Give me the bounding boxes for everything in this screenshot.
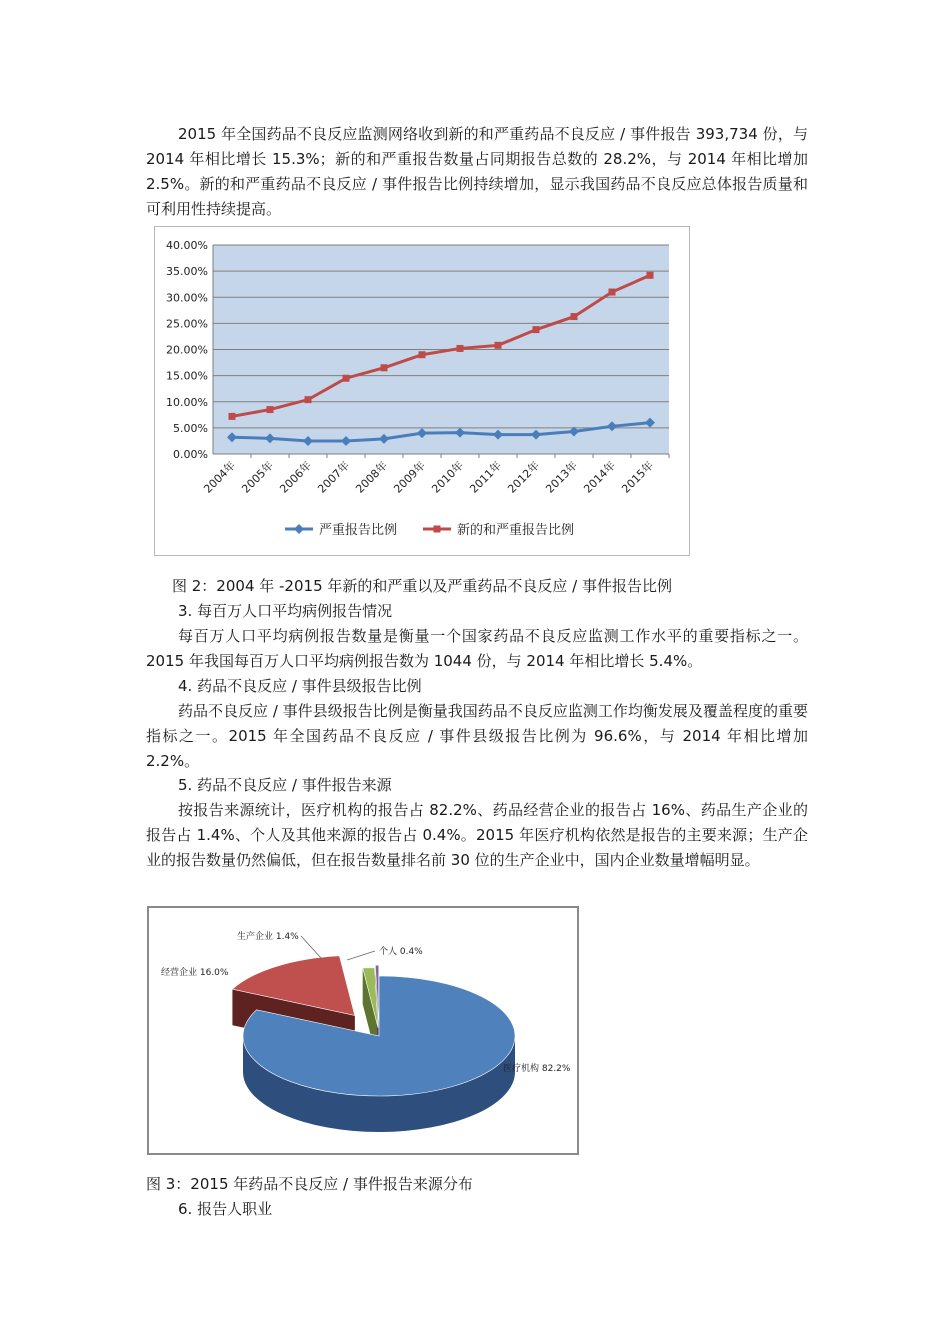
pie-chart-frame: [147, 906, 579, 1155]
legend-marker: [434, 526, 441, 533]
intro-paragraph: 2015 年全国药品不良反应监测网络收到新的和严重药品不良反应 / 事件报告 393,734 份，与 2014 年相比增长 15.3%；新的和严重报告数量占同期报告总数的 28.2%，与 2014 年相比增加 2.5%。新的和严重药品不良反应 / 事件报告比例持续增加，显示我国药品不良反应总体报告质量和可利用性持续提高。: [146, 125, 808, 218]
figure-2-caption: 图 2：2004 年 -2015 年新的和严重以及严重药品不良反应 / 事件报告比例: [172, 577, 672, 595]
data-point: [267, 406, 274, 413]
x-tick-label: 2006年: [277, 458, 315, 496]
x-tick-label: 2010年: [429, 458, 467, 496]
x-tick-label: 2007年: [315, 458, 353, 496]
x-tick-label: 2015年: [619, 458, 657, 496]
legend-label: 新的和严重报告比例: [457, 523, 575, 538]
pie-label: 经营企业 16.0%: [161, 968, 229, 978]
legend-marker: [294, 524, 304, 534]
x-tick-label: 2011年: [467, 458, 505, 496]
data-point: [533, 326, 540, 333]
y-tick-label: 20.00%: [166, 343, 208, 357]
section-5-heading: 5. 药品不良反应 / 事件报告来源: [178, 776, 392, 794]
data-point: [343, 375, 350, 382]
leader-line: [301, 936, 321, 958]
x-tick-label: 2004年: [201, 458, 239, 496]
pie-label: 个人 0.4%: [379, 947, 423, 957]
x-tick-label: 2005年: [239, 458, 277, 496]
y-tick-label: 25.00%: [166, 317, 208, 331]
pie-label: 医疗机构 82.2%: [503, 1064, 571, 1074]
x-tick-label: 2008年: [353, 458, 391, 496]
data-point: [571, 313, 578, 320]
leader-line: [347, 951, 375, 960]
section-3-heading: 3. 每百万人口平均病例报告情况: [178, 602, 393, 620]
data-point: [229, 413, 236, 420]
pie-label: 生产企业 1.4%: [237, 932, 299, 942]
data-point: [609, 289, 616, 296]
section-3-body: 每百万人口平均病例报告数量是衡量一个国家药品不良反应监测工作水平的重要指标之一。2015 年我国每百万人口平均病例报告数为 1044 份，与 2014 年相比增长 5.4%。: [146, 627, 808, 670]
x-tick-label: 2012年: [505, 458, 543, 496]
y-tick-label: 40.00%: [166, 239, 208, 252]
section-5-body: 按报告来源统计，医疗机构的报告占 82.2%、药品经营企业的报告占 16%、药品生产企业的报告占 1.4%、个人及其他来源的报告占 0.4%。2015 年医疗机构依然是报告的主要来源；生产企业的报告数量仍然偏低，但在报告数量排名前 30 位的生产企业中，国内企业数量增幅明显。: [146, 801, 808, 869]
x-tick-label: 2009年: [391, 458, 429, 496]
data-point: [495, 342, 502, 349]
y-tick-label: 15.00%: [166, 369, 208, 383]
y-tick-label: 35.00%: [166, 265, 208, 279]
figure-3-caption: 图 3：2015 年药品不良反应 / 事件报告来源分布: [146, 1175, 473, 1193]
data-point: [457, 345, 464, 352]
x-tick-label: 2013年: [543, 458, 581, 496]
x-tick-label: 2014年: [581, 458, 619, 496]
legend-label: 严重报告比例: [319, 523, 398, 538]
data-point: [419, 351, 426, 358]
section-6-heading: 6. 报告人职业: [178, 1200, 273, 1218]
line-chart: [155, 227, 689, 555]
y-tick-label: 30.00%: [166, 291, 208, 305]
data-point: [381, 364, 388, 371]
y-tick-label: 10.00%: [166, 395, 208, 409]
y-tick-label: 5.00%: [173, 421, 208, 435]
data-point: [647, 272, 654, 279]
y-tick-label: 0.00%: [173, 448, 208, 461]
section-4-body: 药品不良反应 / 事件县级报告比例是衡量我国药品不良反应监测工作均衡发展及覆盖程度的重要指标之一。2015 年全国药品不良反应 / 事件县级报告比例为 96.6%，与 2014 年相比增加 2.2%。: [146, 702, 808, 770]
pie-chart: [149, 908, 577, 1153]
data-point: [305, 396, 312, 403]
section-4-heading: 4. 药品不良反应 / 事件县级报告比例: [178, 677, 422, 695]
line-chart-frame: [154, 226, 690, 556]
